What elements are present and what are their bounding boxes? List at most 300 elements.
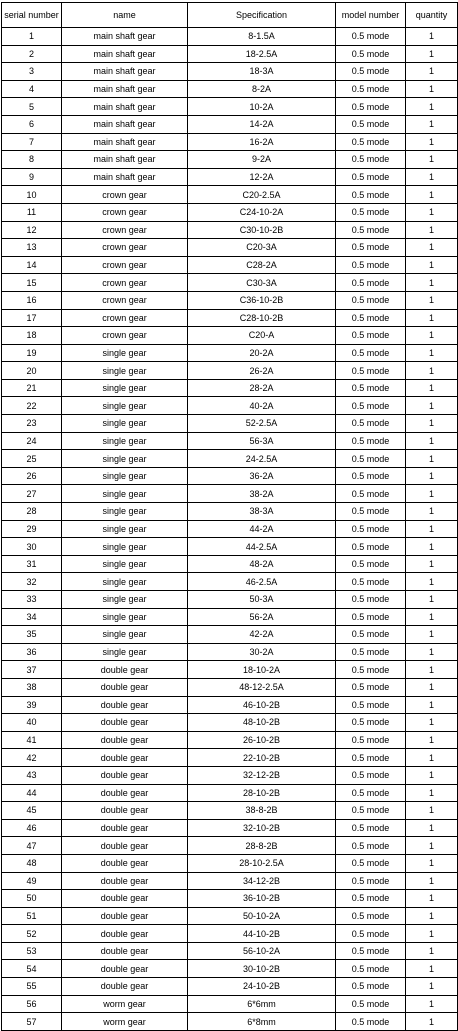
table-row (2, 63, 458, 81)
cell-serial-number: 45 (2, 802, 62, 820)
cell-serial-number: 21 (2, 379, 62, 397)
cell-specification: 14-2A (188, 115, 336, 133)
cell-specification: 28-10-2B (188, 784, 336, 802)
cell-serial-number: 7 (2, 133, 62, 151)
cell-model-number: 0.5 mode (336, 784, 406, 802)
cell-serial-number: 54 (2, 960, 62, 978)
cell-name: double gear (62, 960, 188, 978)
cell-serial-number: 4 (2, 80, 62, 98)
table-row (2, 151, 458, 169)
cell-specification: 16-2A (188, 133, 336, 151)
cell-name: main shaft gear (62, 28, 188, 46)
table-row (2, 239, 458, 257)
cell-model-number: 0.5 mode (336, 28, 406, 46)
cell-specification: 52-2.5A (188, 415, 336, 433)
cell-name: double gear (62, 890, 188, 908)
cell-name: single gear (62, 379, 188, 397)
cell-quantity: 1 (406, 467, 458, 485)
table-row (2, 555, 458, 573)
cell-name: single gear (62, 397, 188, 415)
cell-serial-number: 32 (2, 573, 62, 591)
cell-model-number: 0.5 mode (336, 415, 406, 433)
table-row (2, 573, 458, 591)
cell-serial-number: 19 (2, 344, 62, 362)
cell-model-number: 0.5 mode (336, 432, 406, 450)
table-row (2, 925, 458, 943)
cell-model-number: 0.5 mode (336, 714, 406, 732)
cell-serial-number: 18 (2, 327, 62, 345)
cell-specification: 36-10-2B (188, 890, 336, 908)
cell-name: single gear (62, 573, 188, 591)
cell-model-number: 0.5 mode (336, 485, 406, 503)
table-row (2, 344, 458, 362)
cell-quantity: 1 (406, 379, 458, 397)
cell-specification: 40-2A (188, 397, 336, 415)
table-row (2, 872, 458, 890)
cell-model-number: 0.5 mode (336, 520, 406, 538)
table-row (2, 274, 458, 292)
table-row (2, 678, 458, 696)
cell-name: main shaft gear (62, 133, 188, 151)
table-row (2, 379, 458, 397)
table-row (2, 1013, 458, 1031)
cell-quantity: 1 (406, 538, 458, 556)
table-row (2, 643, 458, 661)
cell-quantity: 1 (406, 63, 458, 81)
cell-serial-number: 48 (2, 854, 62, 872)
cell-model-number: 0.5 mode (336, 344, 406, 362)
table-row (2, 432, 458, 450)
column-header-specification: Specification (188, 3, 336, 28)
table-row (2, 784, 458, 802)
cell-model-number: 0.5 mode (336, 643, 406, 661)
cell-quantity: 1 (406, 450, 458, 468)
cell-name: main shaft gear (62, 80, 188, 98)
cell-model-number: 0.5 mode (336, 854, 406, 872)
cell-name: single gear (62, 626, 188, 644)
cell-name: crown gear (62, 203, 188, 221)
cell-name: double gear (62, 731, 188, 749)
cell-model-number: 0.5 mode (336, 819, 406, 837)
cell-model-number: 0.5 mode (336, 203, 406, 221)
cell-serial-number: 37 (2, 661, 62, 679)
cell-quantity: 1 (406, 327, 458, 345)
cell-model-number: 0.5 mode (336, 397, 406, 415)
cell-serial-number: 30 (2, 538, 62, 556)
table-row (2, 467, 458, 485)
cell-name: single gear (62, 432, 188, 450)
cell-quantity: 1 (406, 837, 458, 855)
cell-serial-number: 2 (2, 45, 62, 63)
cell-specification: 12-2A (188, 168, 336, 186)
cell-model-number: 0.5 mode (336, 573, 406, 591)
cell-quantity: 1 (406, 186, 458, 204)
cell-serial-number: 33 (2, 591, 62, 609)
cell-serial-number: 46 (2, 819, 62, 837)
table-row (2, 80, 458, 98)
cell-specification: 48-2A (188, 555, 336, 573)
cell-serial-number: 13 (2, 239, 62, 257)
cell-specification: 46-2.5A (188, 573, 336, 591)
cell-specification: 22-10-2B (188, 749, 336, 767)
cell-model-number: 0.5 mode (336, 696, 406, 714)
cell-model-number: 0.5 mode (336, 608, 406, 626)
cell-model-number: 0.5 mode (336, 63, 406, 81)
cell-quantity: 1 (406, 274, 458, 292)
cell-serial-number: 15 (2, 274, 62, 292)
table-row (2, 168, 458, 186)
cell-serial-number: 49 (2, 872, 62, 890)
table-row (2, 45, 458, 63)
cell-model-number: 0.5 mode (336, 80, 406, 98)
cell-quantity: 1 (406, 978, 458, 996)
cell-serial-number: 40 (2, 714, 62, 732)
cell-name: double gear (62, 696, 188, 714)
table-row (2, 608, 458, 626)
cell-name: crown gear (62, 309, 188, 327)
cell-specification: 46-10-2B (188, 696, 336, 714)
cell-model-number: 0.5 mode (336, 907, 406, 925)
cell-serial-number: 39 (2, 696, 62, 714)
table-row (2, 978, 458, 996)
cell-quantity: 1 (406, 151, 458, 169)
cell-quantity: 1 (406, 995, 458, 1013)
cell-serial-number: 27 (2, 485, 62, 503)
cell-model-number: 0.5 mode (336, 45, 406, 63)
cell-specification: 28-8-2B (188, 837, 336, 855)
cell-specification: 24-10-2B (188, 978, 336, 996)
table-row (2, 415, 458, 433)
table-row (2, 221, 458, 239)
table-row (2, 327, 458, 345)
cell-model-number: 0.5 mode (336, 98, 406, 116)
cell-quantity: 1 (406, 503, 458, 521)
cell-model-number: 0.5 mode (336, 678, 406, 696)
table-row (2, 661, 458, 679)
cell-name: double gear (62, 978, 188, 996)
cell-specification: C30-3A (188, 274, 336, 292)
cell-serial-number: 29 (2, 520, 62, 538)
table-row (2, 942, 458, 960)
cell-model-number: 0.5 mode (336, 837, 406, 855)
cell-model-number: 0.5 mode (336, 978, 406, 996)
cell-quantity: 1 (406, 925, 458, 943)
table-row (2, 731, 458, 749)
cell-quantity: 1 (406, 854, 458, 872)
cell-model-number: 0.5 mode (336, 661, 406, 679)
cell-quantity: 1 (406, 291, 458, 309)
cell-name: double gear (62, 784, 188, 802)
cell-serial-number: 47 (2, 837, 62, 855)
header-row (2, 3, 458, 28)
cell-name: double gear (62, 714, 188, 732)
cell-model-number: 0.5 mode (336, 467, 406, 485)
table-row (2, 837, 458, 855)
cell-quantity: 1 (406, 573, 458, 591)
cell-specification: C24-10-2A (188, 203, 336, 221)
table-row (2, 520, 458, 538)
cell-specification: C20-A (188, 327, 336, 345)
table-row (2, 995, 458, 1013)
parts-table (1, 2, 458, 1031)
cell-specification: 38-2A (188, 485, 336, 503)
cell-quantity: 1 (406, 309, 458, 327)
cell-model-number: 0.5 mode (336, 960, 406, 978)
cell-specification: 10-2A (188, 98, 336, 116)
table-row (2, 907, 458, 925)
cell-specification: 44-10-2B (188, 925, 336, 943)
cell-model-number: 0.5 mode (336, 995, 406, 1013)
cell-specification: C36-10-2B (188, 291, 336, 309)
cell-model-number: 0.5 mode (336, 942, 406, 960)
cell-specification: 8-1.5A (188, 28, 336, 46)
cell-name: main shaft gear (62, 98, 188, 116)
table-body (2, 28, 458, 1031)
cell-model-number: 0.5 mode (336, 503, 406, 521)
cell-specification: C30-10-2B (188, 221, 336, 239)
table-row (2, 115, 458, 133)
table-row (2, 309, 458, 327)
cell-specification: 18-10-2A (188, 661, 336, 679)
cell-quantity: 1 (406, 362, 458, 380)
cell-specification: 38-3A (188, 503, 336, 521)
table-row (2, 256, 458, 274)
table-row (2, 397, 458, 415)
cell-serial-number: 50 (2, 890, 62, 908)
table-row (2, 802, 458, 820)
cell-name: double gear (62, 661, 188, 679)
cell-quantity: 1 (406, 890, 458, 908)
cell-model-number: 0.5 mode (336, 327, 406, 345)
cell-model-number: 0.5 mode (336, 626, 406, 644)
cell-model-number: 0.5 mode (336, 115, 406, 133)
cell-quantity: 1 (406, 1013, 458, 1031)
cell-serial-number: 14 (2, 256, 62, 274)
cell-model-number: 0.5 mode (336, 925, 406, 943)
cell-quantity: 1 (406, 591, 458, 609)
cell-specification: 26-2A (188, 362, 336, 380)
cell-quantity: 1 (406, 98, 458, 116)
cell-model-number: 0.5 mode (336, 591, 406, 609)
table-row (2, 538, 458, 556)
cell-name: crown gear (62, 291, 188, 309)
cell-specification: 44-2A (188, 520, 336, 538)
cell-name: main shaft gear (62, 168, 188, 186)
cell-specification: 26-10-2B (188, 731, 336, 749)
cell-name: main shaft gear (62, 115, 188, 133)
table-row (2, 362, 458, 380)
cell-specification: 9-2A (188, 151, 336, 169)
cell-name: single gear (62, 344, 188, 362)
cell-name: main shaft gear (62, 151, 188, 169)
cell-name: double gear (62, 854, 188, 872)
cell-specification: 42-2A (188, 626, 336, 644)
cell-name: single gear (62, 555, 188, 573)
cell-quantity: 1 (406, 749, 458, 767)
cell-serial-number: 36 (2, 643, 62, 661)
cell-name: single gear (62, 608, 188, 626)
cell-quantity: 1 (406, 872, 458, 890)
cell-quantity: 1 (406, 133, 458, 151)
cell-quantity: 1 (406, 80, 458, 98)
table-row (2, 133, 458, 151)
cell-name: crown gear (62, 186, 188, 204)
cell-serial-number: 6 (2, 115, 62, 133)
cell-model-number: 0.5 mode (336, 133, 406, 151)
cell-specification: 8-2A (188, 80, 336, 98)
cell-model-number: 0.5 mode (336, 221, 406, 239)
cell-specification: 48-10-2B (188, 714, 336, 732)
cell-quantity: 1 (406, 696, 458, 714)
cell-model-number: 0.5 mode (336, 538, 406, 556)
cell-serial-number: 51 (2, 907, 62, 925)
table-row (2, 291, 458, 309)
cell-specification: 30-2A (188, 643, 336, 661)
cell-quantity: 1 (406, 45, 458, 63)
cell-serial-number: 57 (2, 1013, 62, 1031)
table-row (2, 749, 458, 767)
cell-name: single gear (62, 643, 188, 661)
table-row (2, 626, 458, 644)
cell-serial-number: 24 (2, 432, 62, 450)
cell-quantity: 1 (406, 802, 458, 820)
cell-serial-number: 55 (2, 978, 62, 996)
cell-specification: 44-2.5A (188, 538, 336, 556)
cell-specification: 36-2A (188, 467, 336, 485)
table-row (2, 485, 458, 503)
cell-model-number: 0.5 mode (336, 168, 406, 186)
table-row (2, 203, 458, 221)
table-row (2, 714, 458, 732)
cell-quantity: 1 (406, 678, 458, 696)
cell-quantity: 1 (406, 626, 458, 644)
cell-name: double gear (62, 766, 188, 784)
cell-serial-number: 9 (2, 168, 62, 186)
cell-quantity: 1 (406, 397, 458, 415)
cell-model-number: 0.5 mode (336, 362, 406, 380)
cell-serial-number: 53 (2, 942, 62, 960)
cell-name: crown gear (62, 327, 188, 345)
cell-name: crown gear (62, 221, 188, 239)
cell-name: single gear (62, 503, 188, 521)
cell-model-number: 0.5 mode (336, 291, 406, 309)
cell-quantity: 1 (406, 256, 458, 274)
cell-specification: 20-2A (188, 344, 336, 362)
cell-quantity: 1 (406, 415, 458, 433)
cell-quantity: 1 (406, 643, 458, 661)
cell-quantity: 1 (406, 485, 458, 503)
cell-specification: 24-2.5A (188, 450, 336, 468)
cell-name: single gear (62, 467, 188, 485)
cell-serial-number: 44 (2, 784, 62, 802)
column-header-model-number: model number (336, 3, 406, 28)
cell-serial-number: 10 (2, 186, 62, 204)
cell-quantity: 1 (406, 960, 458, 978)
cell-specification: 30-10-2B (188, 960, 336, 978)
cell-specification: 6*8mm (188, 1013, 336, 1031)
table-row (2, 98, 458, 116)
column-header-serial-number: serial number (2, 3, 62, 28)
cell-serial-number: 35 (2, 626, 62, 644)
cell-specification: 50-10-2A (188, 907, 336, 925)
table-row (2, 890, 458, 908)
cell-quantity: 1 (406, 714, 458, 732)
cell-quantity: 1 (406, 28, 458, 46)
table-row (2, 696, 458, 714)
cell-serial-number: 56 (2, 995, 62, 1013)
cell-serial-number: 42 (2, 749, 62, 767)
cell-quantity: 1 (406, 203, 458, 221)
cell-name: main shaft gear (62, 63, 188, 81)
cell-name: crown gear (62, 274, 188, 292)
cell-quantity: 1 (406, 661, 458, 679)
cell-model-number: 0.5 mode (336, 890, 406, 908)
table-row (2, 960, 458, 978)
cell-quantity: 1 (406, 432, 458, 450)
cell-name: double gear (62, 872, 188, 890)
table-row (2, 766, 458, 784)
cell-serial-number: 1 (2, 28, 62, 46)
cell-serial-number: 16 (2, 291, 62, 309)
cell-model-number: 0.5 mode (336, 274, 406, 292)
cell-model-number: 0.5 mode (336, 749, 406, 767)
cell-serial-number: 28 (2, 503, 62, 521)
cell-specification: 34-12-2B (188, 872, 336, 890)
cell-specification: 32-10-2B (188, 819, 336, 837)
cell-name: single gear (62, 485, 188, 503)
cell-specification: C28-10-2B (188, 309, 336, 327)
column-header-quantity: quantity (406, 3, 458, 28)
cell-quantity: 1 (406, 239, 458, 257)
cell-model-number: 0.5 mode (336, 239, 406, 257)
table-row (2, 591, 458, 609)
cell-serial-number: 17 (2, 309, 62, 327)
cell-specification: 56-3A (188, 432, 336, 450)
cell-serial-number: 25 (2, 450, 62, 468)
cell-model-number: 0.5 mode (336, 802, 406, 820)
cell-specification: 18-2.5A (188, 45, 336, 63)
table-row (2, 450, 458, 468)
cell-name: double gear (62, 802, 188, 820)
cell-name: single gear (62, 362, 188, 380)
cell-name: double gear (62, 907, 188, 925)
cell-name: double gear (62, 925, 188, 943)
cell-model-number: 0.5 mode (336, 450, 406, 468)
cell-specification: 28-2A (188, 379, 336, 397)
cell-quantity: 1 (406, 344, 458, 362)
table-row (2, 854, 458, 872)
cell-serial-number: 38 (2, 678, 62, 696)
cell-serial-number: 23 (2, 415, 62, 433)
cell-quantity: 1 (406, 555, 458, 573)
cell-specification: 28-10-2.5A (188, 854, 336, 872)
cell-model-number: 0.5 mode (336, 186, 406, 204)
cell-specification: C20-2.5A (188, 186, 336, 204)
cell-specification: 32-12-2B (188, 766, 336, 784)
cell-serial-number: 31 (2, 555, 62, 573)
cell-name: single gear (62, 450, 188, 468)
cell-model-number: 0.5 mode (336, 379, 406, 397)
cell-specification: 50-3A (188, 591, 336, 609)
cell-serial-number: 5 (2, 98, 62, 116)
cell-name: double gear (62, 837, 188, 855)
cell-specification: C28-2A (188, 256, 336, 274)
cell-quantity: 1 (406, 115, 458, 133)
cell-name: double gear (62, 678, 188, 696)
cell-model-number: 0.5 mode (336, 151, 406, 169)
cell-serial-number: 8 (2, 151, 62, 169)
cell-specification: 18-3A (188, 63, 336, 81)
